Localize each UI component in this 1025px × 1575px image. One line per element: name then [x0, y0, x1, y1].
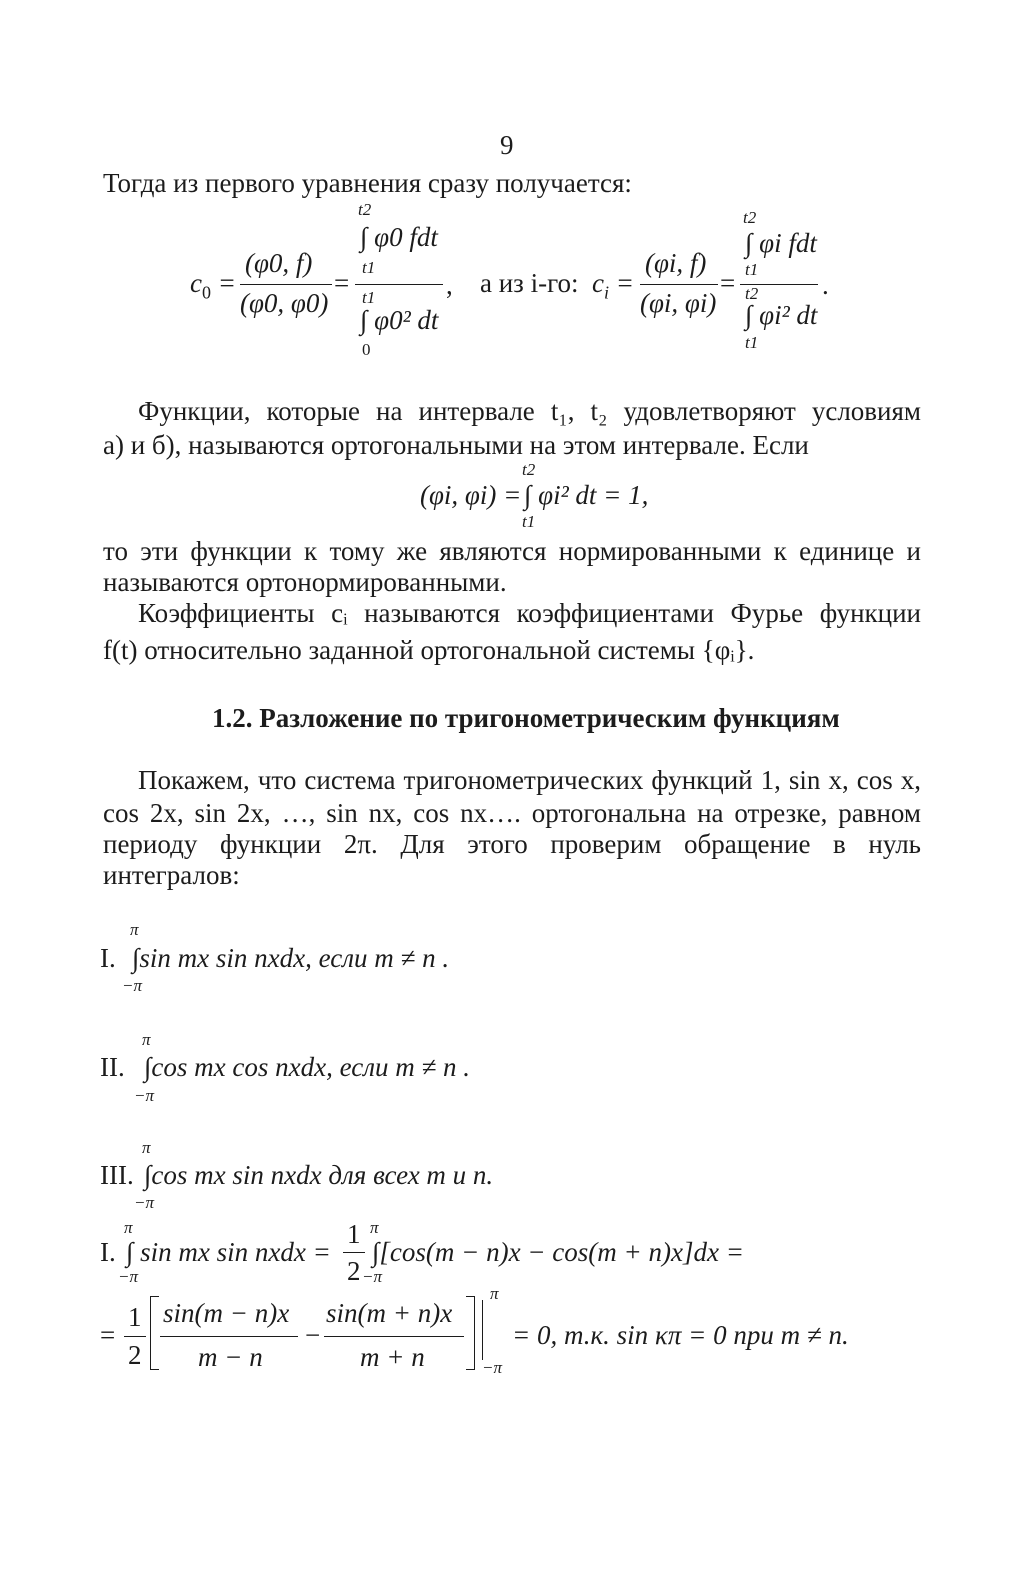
section-title: 1.2. Разложение по тригонометрическим функциям: [212, 703, 840, 733]
proof1-lower-1: −π: [118, 1267, 138, 1286]
proof2-tail: = 0, т.к. sin κπ = 0 при m ≠ n.: [512, 1320, 849, 1350]
integral-i-body: ∫sin mx sin nxdx, если m ≠ n .: [132, 943, 450, 973]
paragraph-normalized-line1: то эти функции к тому же являются нормированными к единице и: [103, 536, 921, 566]
paragraph-orthogonal-line1: Функции, которые на интервале t₁, t₂ удовлетворяют условиям: [138, 396, 921, 426]
and-from-i-label: а из i-го:: [480, 268, 579, 298]
ci-int-denominator: ∫ φi² dt: [745, 300, 818, 330]
c0-main-fraction-bar: [355, 284, 443, 285]
integral-i-upper: π: [130, 920, 139, 939]
integral-ii-upper: π: [142, 1030, 151, 1049]
ci-den-lower-limit: t1: [745, 333, 759, 352]
integral-iii-upper: π: [142, 1138, 151, 1157]
ci-num-upper-limit: t2: [743, 208, 757, 227]
integral-iii-lower: −π: [134, 1193, 154, 1212]
proof1-upper-2: π: [370, 1218, 379, 1237]
ci-equals: =: [720, 268, 736, 298]
proof1-right: ∫[cos(m − n)x − cos(m + n)x]dx =: [372, 1237, 744, 1267]
proof2-frac2-num: sin(m + n)x: [326, 1298, 453, 1328]
proof1-left: ∫ sin mx sin nxdx =: [126, 1237, 331, 1267]
paragraph-fourier-line2: f(t) относительно заданной ортогональной системы {φᵢ}.: [103, 635, 755, 665]
ci-lhs: $c_i$ =: [592, 268, 634, 303]
proof2-frac1-den: m − n: [198, 1342, 263, 1372]
c0-num-upper-limit: t2: [358, 200, 372, 219]
c0-num-lower-limit: t1: [362, 258, 376, 277]
ci-den-upper-limit: t2: [745, 284, 759, 303]
proof2-half-bar: [124, 1336, 146, 1337]
paragraph-fourier-line1: Коэффициенты cᵢ называются коэффициентами Фурье функции: [138, 598, 921, 628]
proof2-frac2-den: m + n: [360, 1342, 425, 1372]
c0-int-numerator: ∫ φ0 fdt: [360, 222, 438, 252]
c0-inner-fraction-bar: [240, 284, 332, 285]
proof2-eq: =: [100, 1320, 116, 1350]
proof2-frac1-bar: [160, 1336, 298, 1337]
norm-upper-limit: t2: [522, 460, 536, 479]
c0-inner-denominator: (φ0, φ0): [240, 288, 329, 318]
c0-den-lower-limit: 0: [362, 340, 371, 359]
ci-inner-fraction-bar: [640, 284, 718, 285]
ci-int-numerator: ∫ φi fdt: [745, 228, 817, 258]
c0-int-denominator: ∫ φ0² dt: [360, 305, 439, 335]
page-number: 9: [500, 130, 514, 160]
c0-lhs: $c_0$ =: [190, 268, 236, 303]
ci-num-lower-limit: t1: [745, 260, 759, 279]
paragraph-trig-line1: Покажем, что система тригонометрических функций 1, sin x, cos x,: [138, 765, 921, 795]
integral-i-lower: −π: [122, 976, 142, 995]
proof2-half-num: 1: [128, 1302, 142, 1332]
integral-ii-body: ∫cos mx cos nxdx, если m ≠ n .: [144, 1052, 471, 1082]
norm-integral: ∫ φi² dt = 1,: [524, 480, 649, 510]
integral-i-label: I.: [100, 943, 116, 973]
norm-lower-limit: t1: [522, 512, 536, 531]
paragraph-trig-line3: периоду функции 2π. Для этого проверим обращение в нуль: [103, 829, 921, 859]
proof1-label: I.: [100, 1237, 116, 1267]
paragraph-trig-line2: cos 2x, sin 2x, …, sin nx, cos nx…. ортогональна на отрезке, равном: [103, 798, 921, 828]
proof1-lower-2: −π: [362, 1267, 382, 1286]
proof1-upper-1: π: [124, 1218, 133, 1237]
integral-iii-body: ∫cos mx sin nxdx для всех m и n.: [144, 1160, 494, 1190]
proof2-eval-upper: π: [490, 1284, 499, 1303]
integral-ii-label: II.: [100, 1052, 125, 1082]
intro-line: Тогда из первого уравнения сразу получается:: [103, 168, 632, 198]
c0-tail: ,: [446, 270, 453, 300]
proof2-eval-bar: [482, 1300, 483, 1360]
ci-tail: .: [822, 270, 829, 300]
proof2-half-den: 2: [128, 1340, 142, 1370]
integral-iii-label: III.: [100, 1160, 134, 1190]
proof2-minus: −: [305, 1320, 321, 1350]
paragraph-trig-line4: интегралов:: [103, 860, 240, 890]
ci-inner-denominator: (φi, φi): [640, 288, 717, 318]
norm-lhs: (φi, φi) =: [420, 480, 522, 510]
proof2-left-bracket: [150, 1296, 159, 1370]
paragraph-orthogonal-line2: а) и б), называются ортогональными на этом интервале. Если: [103, 430, 809, 460]
proof1-half-den: 2: [347, 1256, 361, 1286]
proof2-right-bracket: [466, 1296, 475, 1370]
proof1-half-num: 1: [347, 1219, 361, 1249]
proof2-frac2-bar: [324, 1336, 464, 1337]
proof2-eval-lower: −π: [482, 1358, 502, 1377]
c0-equals: =: [334, 268, 350, 298]
integral-ii-lower: −π: [134, 1086, 154, 1105]
c0-inner-numerator: (φ0, f): [245, 248, 313, 278]
ci-inner-numerator: (φi, f): [645, 248, 707, 278]
proof2-frac1-num: sin(m − n)x: [163, 1298, 290, 1328]
proof1-half-bar: [343, 1252, 365, 1253]
c0-den-upper-limit: t1: [362, 288, 376, 307]
paragraph-normalized-line2: называются ортонормированными.: [103, 567, 507, 597]
